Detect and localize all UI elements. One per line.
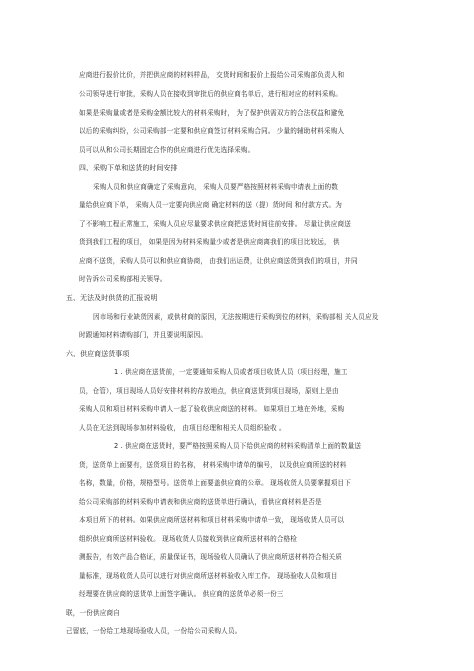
text-line: 己留底，一份给工地现场验收人员，一份给公司采购人员。 (66, 627, 242, 635)
text-line: 如果是采购量或者是采购金额比较大的材料采购时， 为了保护供需双方的合法权益和避免 (79, 109, 345, 117)
text-line: 应商不送货，采购人员可以和供应商协商， 由我们出运费，让供应商送货到我们的项目，并同 (79, 257, 358, 265)
text-line: 时告诉公司采购部相关领导。 (79, 275, 167, 283)
section-heading: 五、无法及时供货的汇报说明 (66, 294, 158, 302)
text-line: 本项目所下的材料。如果供应商所送材料和项目材料采购申请单一致， 现场收货人员可以 (79, 516, 345, 524)
section-heading: 四、采购下单和送货的时间安排 (79, 164, 178, 172)
text-line: 因市场和行业缺货因素，或供材商的原因，无法按期进行采购到位的材料，采购部相 关人员应及 (93, 313, 379, 321)
text-line: 名称，数量，价格，规格型号。送货单上面要盖供应商的公章。 现场收货人员要掌握项目下 (79, 479, 351, 487)
text-line: 货到我们工程的项目， 如果是因为材料采购量少或者是供应商离我们的项目比较远， 供 (79, 238, 340, 246)
text-line: 时跟通知材料请购部门，并且要说明原因。 (79, 331, 208, 339)
text-line: 公司领导进行审批，采购人员在接收到审批后的供应商名单后，进行相对应的材料采购。 (79, 90, 343, 98)
section-heading: 六、供应商送货事项 (66, 350, 130, 358)
text-line: 2 . 供应商在送货时，要严格按照采购人员下给供应商的材料采购清单上面的数量送 (114, 442, 362, 450)
text-line: 量给供应商下单， 采购人员一定要向供应商 确定材料的送（提）货时间 和付款方式。为 (79, 201, 342, 209)
text-line: 以后的采购纠纷，公司采购部一定要和供应商签订材料采购合同。 少量的辅助材料采购人 (79, 127, 345, 135)
text-line: 1 . 供应商在送货前，一定要通知采购人员或者项目收货人员（项目经理，施工 (114, 368, 348, 376)
text-line: 货，送货单上面要有，送货项目的名称， 材料采购申请单的编号， 以及供应商所送的材料 (79, 461, 347, 469)
text-line: 组织供应商所送材料验收。 现场收货人员接收到供应商所送材料的合格检 (79, 535, 298, 543)
text-line: 联，一份供应商自 (66, 609, 120, 617)
text-line: 经理要在供应商的送货单上面签字确认。 供应商的送货单必须一份三 (79, 590, 284, 598)
text-line: 应商进行报价比价，并把供应商的材料样品， 交货时间和报价上报给公司采购部负责人和 (79, 71, 345, 79)
text-line: 了不影响工程正常施工，采购人员应尽量要求供应商把送货时间往前安排。 尽量让供应商送 (79, 220, 351, 228)
text-line: 员可以从和公司长期固定合作的供应商进行优先选择采购。 (79, 146, 255, 154)
text-line: 量标准，现场收货人员可以进行对供应商所送材料验收入库工作。 现场验收人员和项目 (79, 572, 338, 580)
text-line: 测报告，有效产品合格证，质量保证书，现场验收人员确认了供应商所送材料符合相关质 (79, 553, 343, 561)
text-line: 员，仓管），项目现场人员好安排材料的存放地点，供应商送货到项目现场，原则上是由 (79, 387, 339, 395)
text-line: 人员在无法到现场参加材料验收， 由项目经理和相关人员组织验收 。 (79, 424, 286, 432)
text-line: 采购人员和项目材料采购申请人一起了验收供应商送的材料。 如果项目工地在外地，采购 (79, 405, 345, 413)
text-line: 给公司采购部的材料采购申请表和供应商的送货单进行确认，看供应商材料是否是 (79, 498, 322, 506)
text-line: 采购人员和供应商确定了采购意向， 采购人员要严格按照材料采购申请表上面的数 (93, 183, 339, 191)
